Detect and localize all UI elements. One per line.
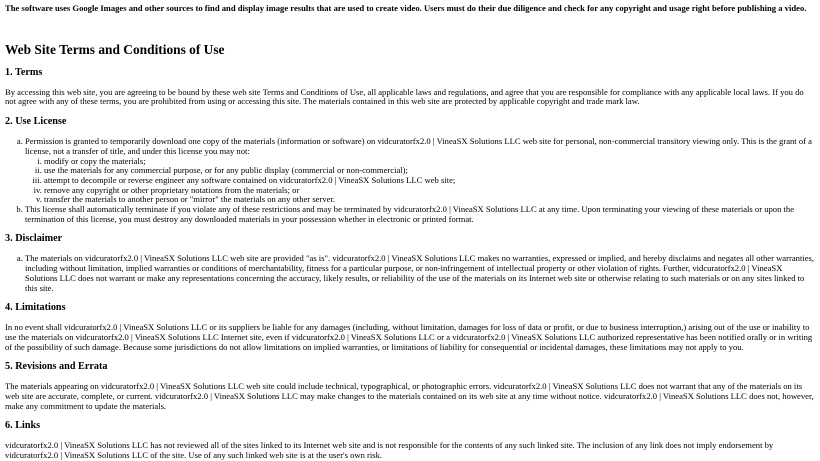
- section-text-links: vidcuratorfx2.0 | VineaSX Solutions LLC has not reviewed all of the sites linked to its Internet web site and is not responsible for the contents of any such linked site. The inclusion of any link does not imply endorsement by vidcuratorfx2.0 | VineaSX Solutions LLC of the site. Use of any such linked web site is at the user's own risk.: [5, 440, 774, 461]
- restriction-item: v. transfer the materials to another person or "mirror" the materials on any other server.: [44, 195, 815, 205]
- use-license-item-b: b. This license shall automatically terminate if you violate any of these restrictions and may be terminated by vidcuratorfx2.0 | VineaSX Solutions LLC at any time. Upon terminating your viewing of these materials or upon the termination of this license, you must destroy any downloaded materials in your possession whether in electronic or printed format.: [25, 205, 815, 224]
- disclaimer-item-a: a. The materials on vidcuratorfx2.0 | VineaSX Solutions LLC web site are provided "as is". vidcuratorfx2.0 | VineaSX Solutions LLC makes no warranties, expressed or implied, and hereby disclaims and negates all other warranties, including without limitation, implied warranties or conditions of merchantability, fitness for a particular purpose, or non-infringement of intellectual property or other violation of rights. Further, vidcuratorfx2.0 | VineaSX Solutions LLC does not warrant or make any representations concerning the accuracy, likely results, or reliability of the use of the materials on its Internet web site or otherwise relating to such materials or on any sites linked to this site.: [25, 254, 815, 293]
- section-text-limitations: In no event shall vidcuratorfx2.0 | VineaSX Solutions LLC or its suppliers be liable for any damages (including, without limitation, damages for loss of data or profit, or due to business interruption,) arising out of the use or inability to use the materials on vidcuratorfx2.0 | VineaSX Solutions LLC Internet site, even if vidcuratorfx2.0 | VineaSX Solutions LLC or a vidcuratorfx2.0 | VineaSX Solutions LLC authorized representative has been notified orally or in writing of the possibility of such damage. Because some jurisdictions do not allow limitations on implied warranties, or limitations of liability for consequential or incidental damages, these limitations may not apply to you.: [5, 322, 813, 352]
- copyright-notice: The software uses Google Images and other sources to find and display image results that are used to create video. Users must do their due diligence and check for any copyright and usage right before publishing a video.: [5, 3, 807, 13]
- section-heading-links: 6. Links: [5, 420, 41, 432]
- restriction-item: ii. use the materials for any commercial purpose, or for any public display (commercial or non-commercial);: [44, 166, 815, 176]
- section-heading-use-license: 2. Use License: [5, 116, 67, 128]
- restriction-item: i. modify or copy the materials;: [44, 157, 815, 167]
- use-license-restrictions-list: [25, 157, 815, 206]
- use-license-list: [5, 137, 815, 224]
- disclaimer-list: [5, 254, 815, 293]
- page-title: Web Site Terms and Conditions of Use: [5, 41, 225, 57]
- section-text-revisions: The materials appearing on vidcuratorfx2.0 | VineaSX Solutions LLC web site could include technical, typographical, or photographic errors. vidcuratorfx2.0 | VineaSX Solutions LLC does not warrant that any of the materials on its web site are accurate, complete, or current. vidcuratorfx2.0 | VineaSX Solutions LLC may make changes to the materials contained on its web site at any time without notice. vidcuratorfx2.0 | VineaSX Solutions LLC does not, however, make any commitment to update the materials.: [5, 381, 814, 411]
- restriction-item: iii. attempt to decompile or reverse engineer any software contained on vidcuratorfx2.0 | VineaSX Solutions LLC web site;: [44, 176, 815, 186]
- use-license-item-a: [25, 137, 815, 205]
- restriction-item: iv. remove any copyright or other proprietary notations from the materials; or: [44, 186, 815, 196]
- section-heading-disclaimer: 3. Disclaimer: [5, 233, 63, 245]
- section-heading-limitations: 4. Limitations: [5, 302, 66, 314]
- section-text-terms: By accessing this web site, you are agreeing to be bound by these web site Terms and Conditions of Use, all applicable laws and regulations, and agree that you are responsible for compliance with any applicable local laws. If you do not agree with any of these terms, you are prohibited from using or accessing this site. The materials contained in this web site are protected by applicable copyright and trade mark law.: [5, 86, 804, 107]
- use-license-item-a-text: Permission is granted to temporarily download one copy of the materials (information or software) on vidcuratorfx2.0 | VineaSX Solutions LLC web site for personal, non-commercial transitory viewing only. This is the grant of a license, not a transfer of title, and under this license you may not:: [25, 136, 812, 156]
- section-heading-revisions: 5. Revisions and Errata: [5, 361, 108, 373]
- section-heading-terms: 1. Terms: [5, 66, 43, 78]
